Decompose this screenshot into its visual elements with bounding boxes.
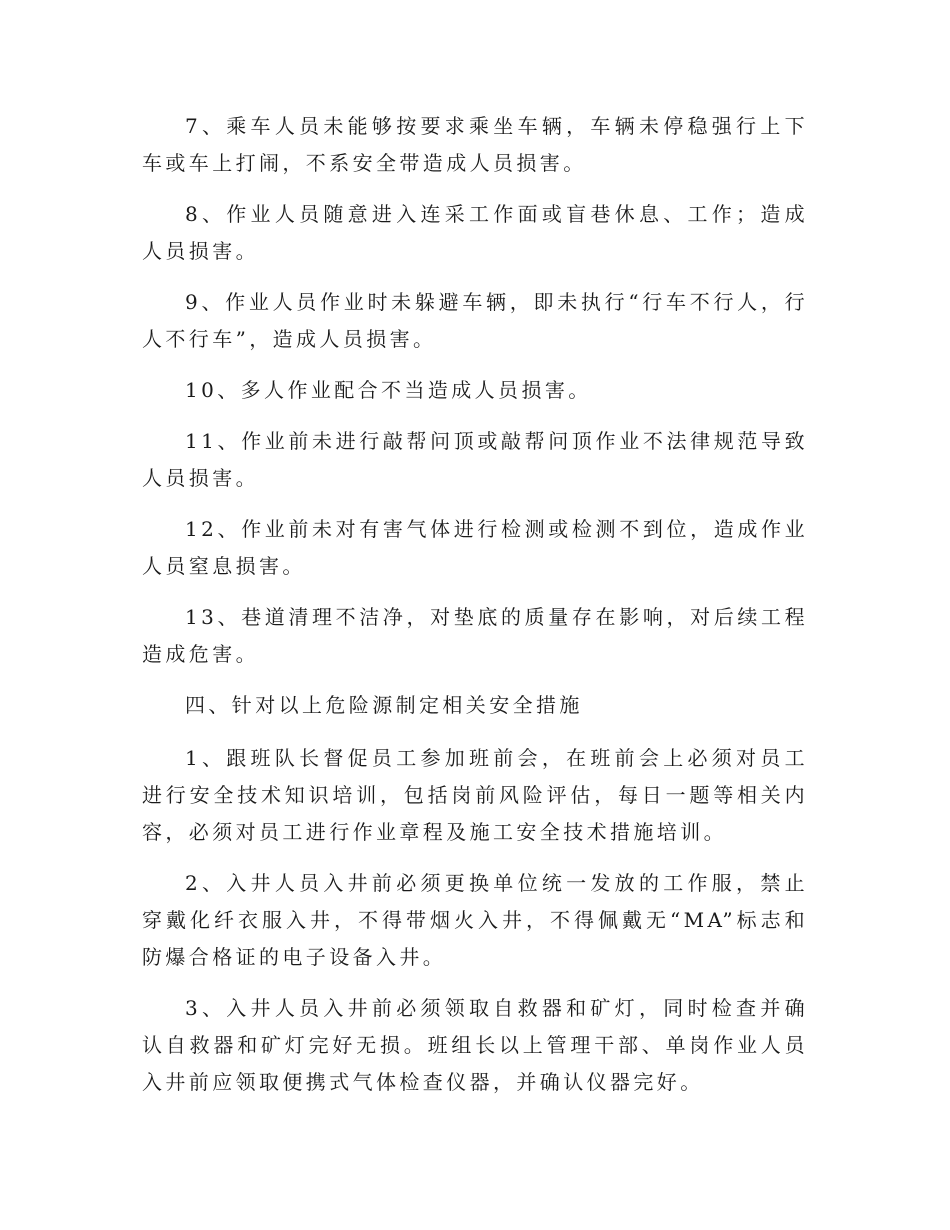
- paragraph-item-8: 8、作业人员随意进入连采工作面或盲巷休息、工作；造成人员损害。: [142, 202, 808, 263]
- paragraph-item-11: 11、作业前未进行敲帮问顶或敲帮问顶作业不法律规范导致人员损害。: [142, 429, 808, 490]
- paragraph-item-12: 12、作业前未对有害气体进行检测或检测不到位，造成作业人员窒息损害。: [142, 517, 808, 578]
- section-heading: 四、针对以上危险源制定相关安全措施: [185, 693, 583, 717]
- paragraph-item-7: 7、乘车人员未能够按要求乘坐车辆，车辆未停稳强行上下车或车上打闹，不系安全带造成人员损害。: [142, 114, 808, 175]
- document-body: [142, 108, 808, 1115]
- measure-item-1: 1、跟班队长督促员工参加班前会，在班前会上必须对员工进行安全技术知识培训，包括岗前风险评估，每日一题等相关内容，必须对员工进行作业章程及施工安全技术措施培训。: [142, 746, 808, 844]
- paragraph-item-10: 10、多人作业配合不当造成人员损害。: [185, 378, 592, 402]
- measure-item-3: 3、入井人员入井前必须领取自救器和矿灯，同时检查并确认自救器和矿灯完好无损。班组长以上管理干部、单岗作业人员入井前应领取便携式气体检查仪器，并确认仪器完好。: [142, 996, 808, 1094]
- measure-item-2: 2、入井人员入井前必须更换单位统一发放的工作服，禁止穿戴化纤衣服入井，不得带烟火入井，不得佩戴无“MA”标志和防爆合格证的电子设备入井。: [142, 871, 808, 969]
- paragraph-item-13: 13、巷道清理不洁净，对垫底的质量存在影响，对后续工程造成危害。: [142, 605, 808, 666]
- paragraph-item-9: 9、作业人员作业时未躲避车辆，即未执行“行车不行人，行人不行车”，造成人员损害。: [142, 290, 808, 351]
